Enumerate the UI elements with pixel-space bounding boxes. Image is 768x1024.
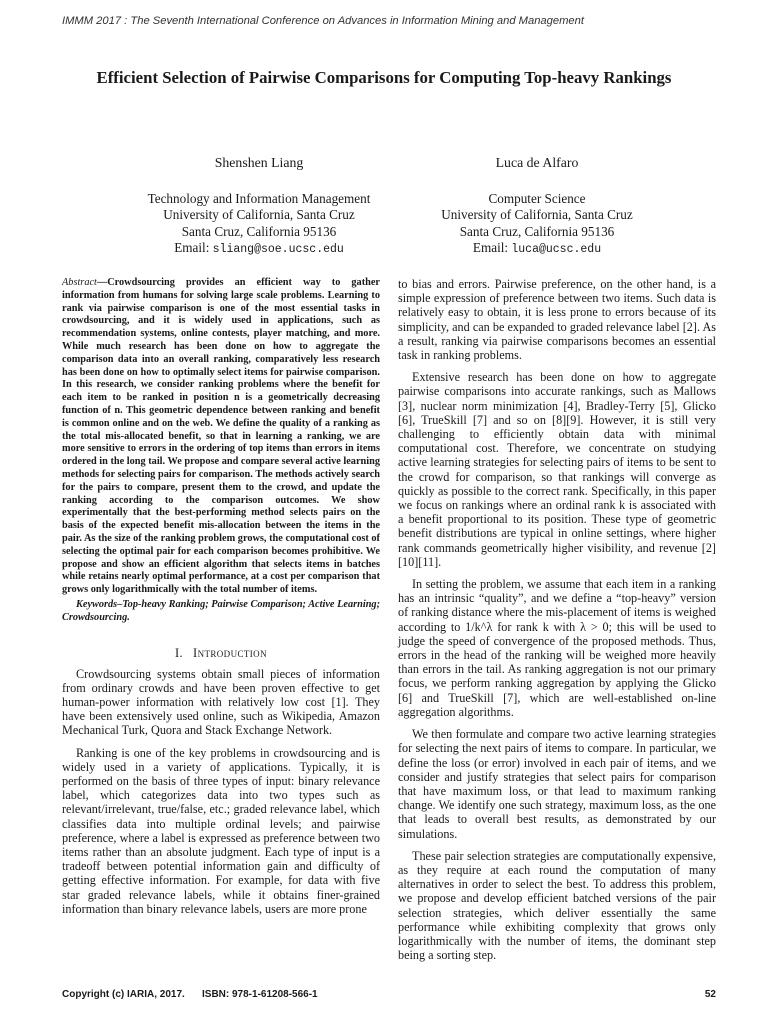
email-address[interactable]: luca@ucsc.edu [511,242,602,256]
affiliation-line: Santa Cruz, California 95136 [459,223,615,239]
affiliation-line: University of California, Santa Cruz [441,207,633,223]
body-paragraph: Extensive research has been done on how to aggregate pairwise comparisons into accurate rankings, such as Mallows [3], nuclear norm minimization [4], Bradley-Terry [5], Glicko [6], TrueSkill [7] and so on [8][9]. However, it is still very challenging to efficiently obtain data with minimal computational cost. Therefore, we concentrate on studying active learning strategies for selecting pairs of items to be sent to the crowd for comparison, so that rankings will converge as quickly as possible to the correct rank. Specifically, in this paper we focus on rankings where an ordinal rank k is associated with a benefit proportional to its position. These type of geometric benefit distributions are typical in online settings, where higher rank commands geometrically higher visibility, and revenue [2][10][11]. [398,370,716,569]
section-heading [62,646,380,661]
author-block-1 [134,155,384,258]
body-paragraph: These pair selection strategies are computationally expensive, as they require at each round the computation of many alternatives in order to select the best. To address this problem, we propose and develop efficient batched versions of the pair selection strategies, which deliver essentially the same performance while exhibiting complexity that grows only logarithmically with the number of items, the dominant step being a sorting step. [398,848,716,963]
keywords: Keywords–Top-heavy Ranking; Pairwise Comparison; Active Learning; Crowdsourcing. [62,598,380,623]
author-name: Luca de Alfaro [495,155,579,170]
left-column [62,277,380,924]
abstract-text: —Crowdsourcing provides an efficient way to gather information from humans for solving large scale problems. Learning to rank via pairwise comparison is one of the most essential tasks in crowdsourcing, and it is widely used in applications, such as recommendation systems, online contests, player matching, and more. While much research has been done on how to aggregate the comparison data into an overall ranking, comparatively less research has been done on how to optimally select items for pairwise comparison. In this research, we consider ranking problems where the benefit for each item to be ranked in position n is a geometrically decreasing function of n. This geometric dependence between ranking and benefit is common online and on the web. We define the quality of a ranking as the total mis-allocated benefit, so that in learning a ranking, we are more sensitive to errors in the ordering of top items than errors in items ordered in the long tail. We propose and compare several active learning methods for selecting pairs for comparison. The methods actively search for the pairs to compare, present them to the crowd, and update the ranking according to the comparison outcomes. We show experimentally that the best-performing method selects pairs on the basis of the expected benefit mis-allocation between the items in the pair. As the size of the ranking problem grows, the computational cost of selecting the optimal pair for each comparison becomes prohibitive. We propose and show an efficient algorithm that selects items in batches while retains nearly optimal performance, at a cost per comparison that grows only logarithmically with the total number of items. [62,277,380,596]
footer-copyright: Copyright (c) IARIA, 2017. [62,989,185,1000]
footer-isbn: ISBN: 978-1-61208-566-1 [202,989,318,1000]
affiliation-line: Computer Science [488,191,586,207]
page-number: 52 [704,989,716,1000]
body-paragraph: to bias and errors. Pairwise preference, on the other hand, is a simple expression of preference between two items. Such data is relatively easy to obtain, it is less prone to errors because of its simplicity, and can be expanded to graded relevance label [2]. As a result, ranking via pairwise comparisons becomes an essential task in ranking problems. [398,277,716,363]
abstract-lead: Abstract [62,277,97,288]
body-paragraph: Crowdsourcing systems obtain small pieces of information from ordinary crowds and have been proven effective to get human-power information with relatively low cost [1]. They have been extensively used online, such as Wikipedia, Amazon Mechanical Turk, Quora and Stack Exchange Network. [62,666,380,738]
author-name: Shenshen Liang [214,155,304,170]
paper-title: Efficient Selection of Pairwise Comparisons for Computing Top-heavy Rankings [96,68,672,87]
section-title: Introduction [193,645,267,660]
author-email [134,240,384,258]
body-paragraph: We then formulate and compare two active learning strategies for selecting the next pairs of items to compare. In particular, we define the loss (or error) involved in each pair of items, and we consider and justify strategies that select pairs for comparison that have maximum loss, or that lead to maximum ranking change. We identify one such strategy, maximum loss, as the one that leads to overall best results, as demonstrated by our simulations. [398,727,716,841]
author-block-2 [412,155,662,258]
affiliation-line: Santa Cruz, California 95136 [181,223,337,239]
right-column [398,277,716,970]
section-number: I. [175,645,184,660]
running-head: IMMM 2017 : The Seventh International Conference on Advances in Information Mining and Management [62,15,584,27]
email-label: Email: [472,239,509,255]
email-label: Email: [174,239,210,255]
body-paragraph: In setting the problem, we assume that each item in a ranking has an intrinsic “quality”, and we define a “top-heavy” version of ranking distance where the mis-placement of items is weighed according to 1/k^λ for rank k with λ > 0; this will be used to judge the speed of convergence of the proposed methods. Thus, errors in the head of the ranking will be weighed more heavily than errors in the tail. As ranking aggregation is not our primary focus, we perform ranking aggregation by applying the Glicko [6] and TrueSkill [7], which are well-established on-line aggregation algorithms. [398,577,716,719]
affiliation-line: University of California, Santa Cruz [163,207,355,223]
affiliation-line: Technology and Information Management [147,191,371,207]
abstract [62,277,380,597]
email-address[interactable]: sliang@soe.ucsc.edu [212,242,344,256]
body-paragraph: Ranking is one of the key problems in crowdsourcing and is widely used in a variety of applications. Typically, it is performed on the basis of three types of input: binary relevance label, which categorizes data into two types such as relevant/irrelevant, true/false, etc.; graded relevance label, which classifies data into multiple ordinal levels; and pairwise preference, where a label is expressed as preference between two items rather than an absolute judgment. Each type of input is a tradeoff between potential information gain and difficulty of getting effective information. For example, for data with five star graded relevance labels, while it obtains finer-grained information than binary relevance labels, users are more prone [62,745,380,916]
author-email [412,240,662,258]
